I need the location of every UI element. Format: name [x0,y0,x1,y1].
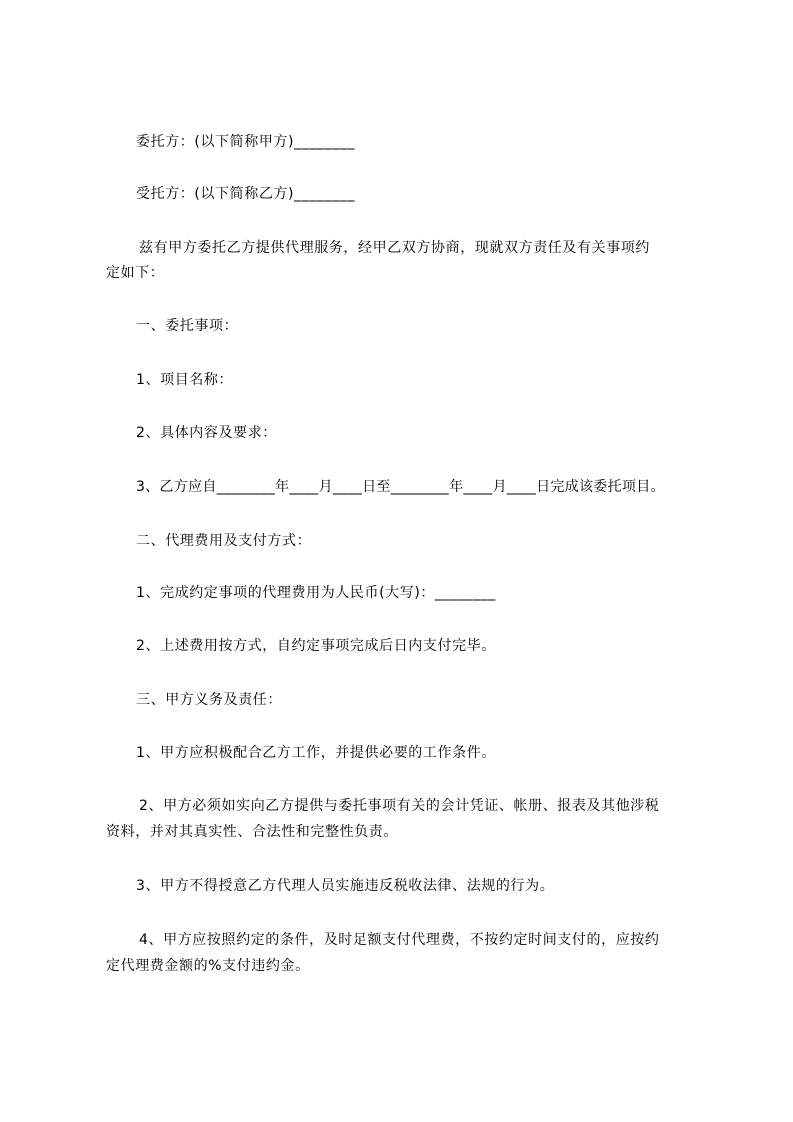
item-3-2-line-2: 资料，并对其真实性、合法性和完整性负责。 [106,824,398,840]
item-3-3: 3、甲方不得授意乙方代理人员实施违反税收法律、法规的行为。 [136,878,555,894]
section-1-heading: 一、委托事项： [136,318,239,334]
item-3-4-line-1: 4、甲方应按照约定的条件，及时足额支付代理费，不按约定时间支付的，应按约 [139,932,660,948]
item-2-1: 1、完成约定事项的代理费用为人民币(大写)：________ [136,585,496,601]
item-2-2: 2、上述费用按方式，自约定事项完成后日内支付完毕。 [136,638,496,654]
item-1-2: 2、具体内容及要求： [136,425,277,441]
section-3-heading: 三、甲方义务及责任： [136,692,282,708]
preamble-line-2: 定如下： [106,265,165,281]
item-3-1: 1、甲方应积极配合乙方工作，并提供必要的工作条件。 [136,745,496,761]
preamble-line-1: 兹有甲方委托乙方提供代理服务，经甲乙双方协商，现就双方责任及有关事项约 [139,240,650,256]
item-3-2-line-1: 2、甲方必须如实向乙方提供与委托事项有关的会计凭证、帐册、报表及其他涉税 [139,798,660,814]
item-1-3: 3、乙方应自________年____月____日至________年____月____日完成该委托项目。 [136,479,665,495]
agent-line: 受托方：(以下简称乙方)________ [136,186,355,202]
principal-line: 委托方：(以下简称甲方)________ [136,134,355,150]
item-3-4-line-2: 定代理费金额的%支付违约金。 [106,958,310,974]
section-2-heading: 二、代理费用及支付方式： [136,533,312,549]
item-1-1: 1、项目名称： [136,372,234,388]
